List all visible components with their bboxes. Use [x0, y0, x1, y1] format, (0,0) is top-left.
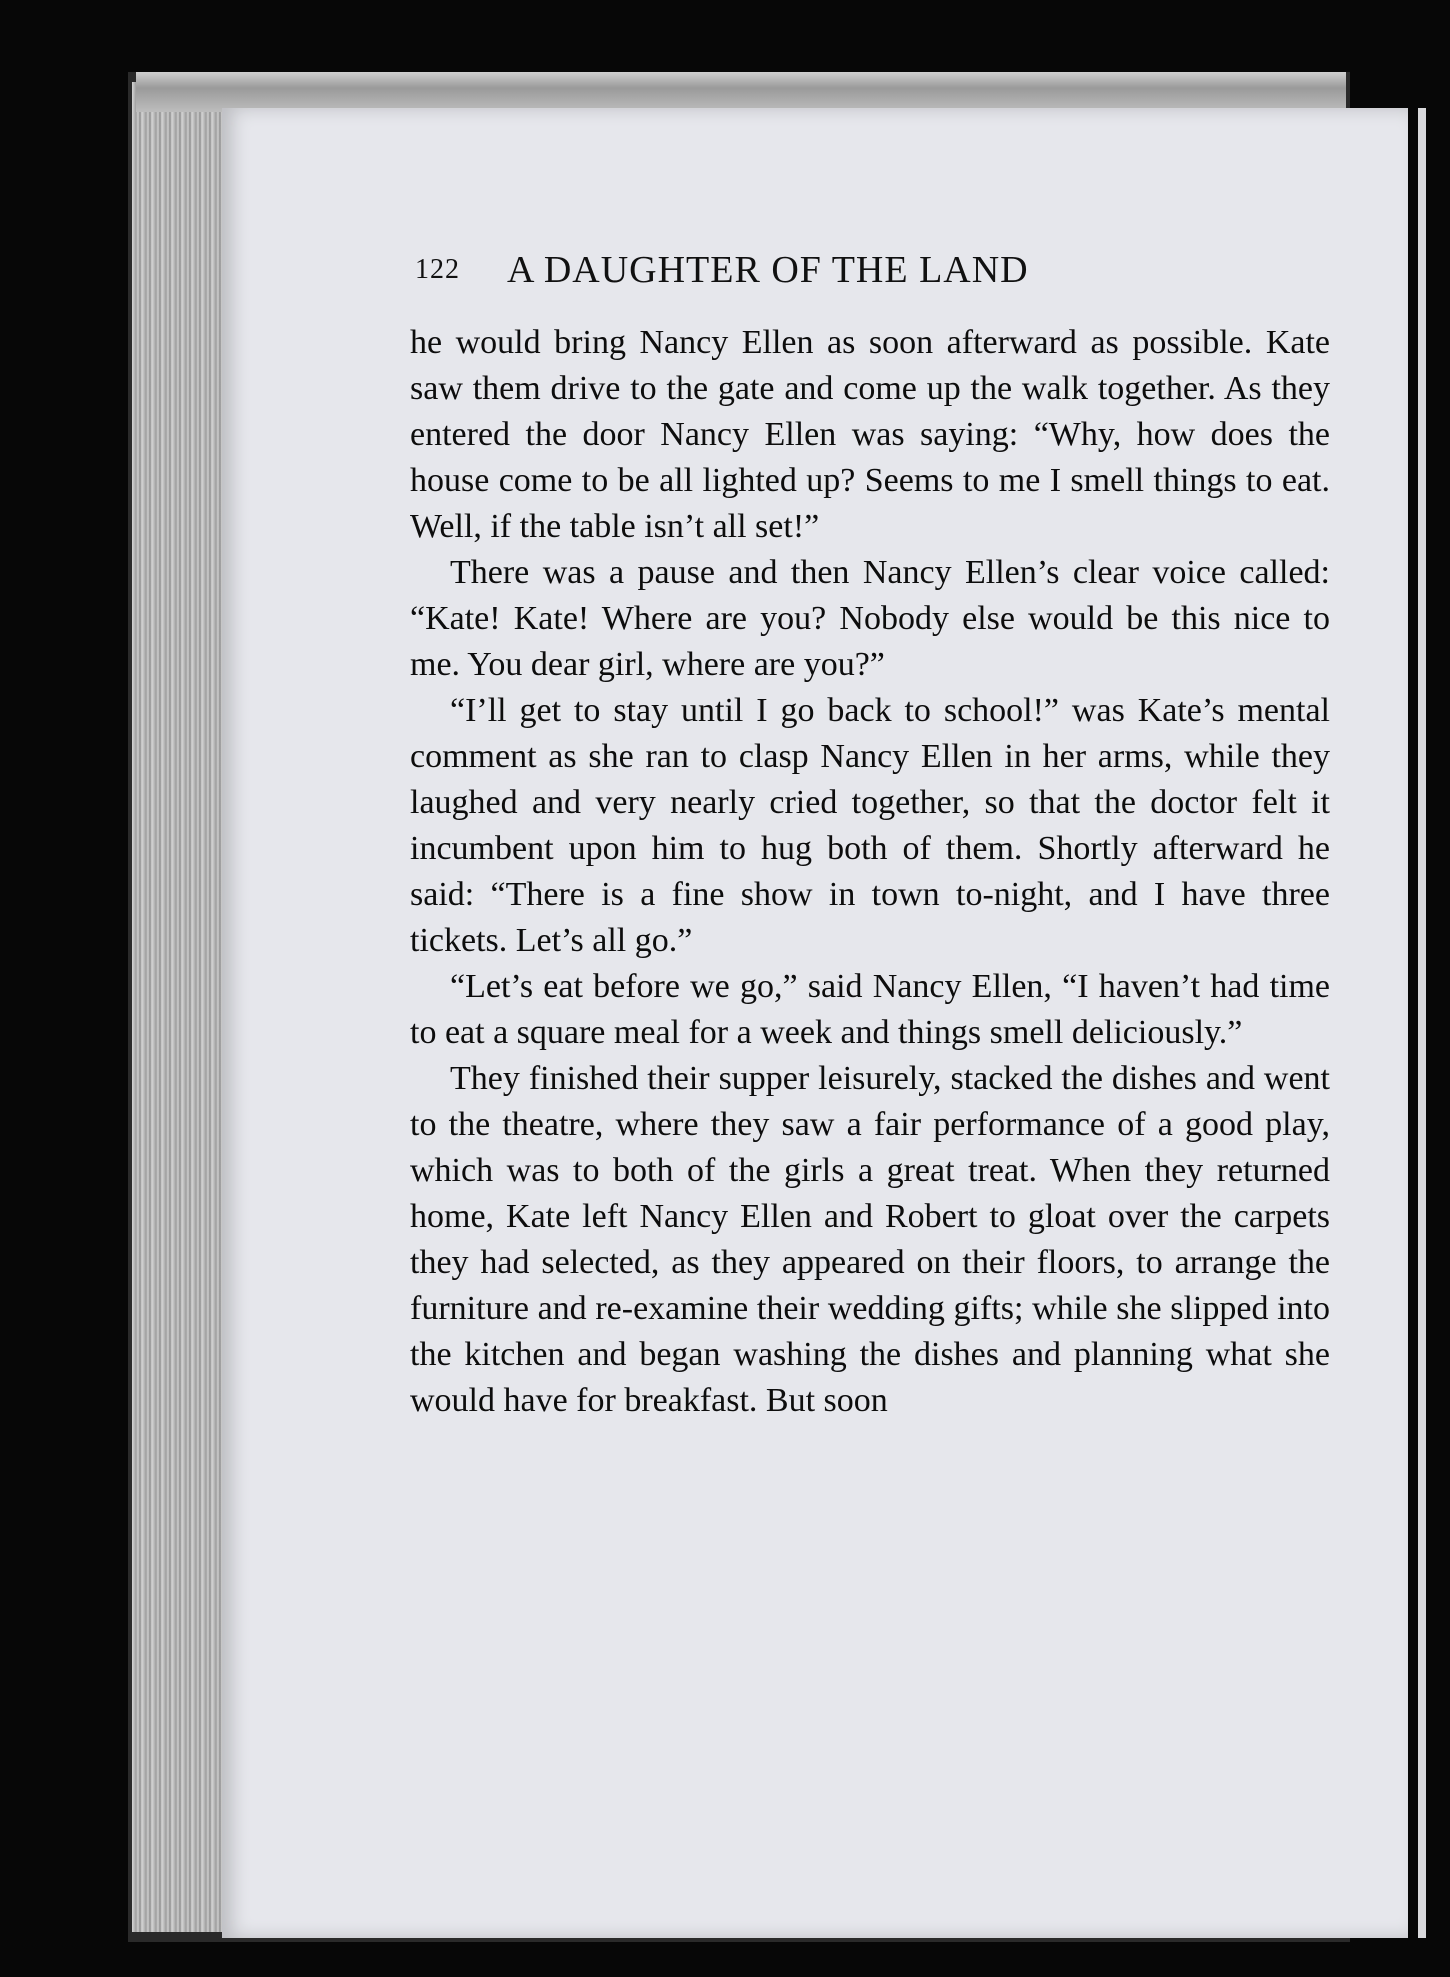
paragraph: There was a pause and then Nancy Ellen’s clear voice called: “Kate! Kate! Where are you? Nobody else would be this nice to me. You dear girl, where are you?”	[410, 554, 1330, 683]
paragraph: he would bring Nancy Ellen as soon afterward as possible. Kate saw them drive to the gate and come up the walk together. As they entered the door Nancy Ellen was saying: “Why, how does the house come to be all lighted up? Seems to me I smell things to eat. Well, if the table isn’t all set!”	[410, 324, 1330, 545]
running-head: A DAUGHTER OF THE LAND	[507, 249, 1029, 291]
book-top-edge	[136, 72, 1346, 112]
facing-page-edge	[1418, 108, 1426, 1938]
page-number: 122	[415, 254, 460, 285]
paragraph: “I’ll get to stay until I go back to school!” was Kate’s mental comment as she ran to clasp Nancy Ellen in her arms, while they laughed and very nearly cried together, so that the doctor felt it incumbent upon him to hug both of them. Shortly afterward he said: “There is a fine show in town to-night, and I have three tickets. Let’s all go.”	[410, 692, 1330, 959]
paragraph: They finished their supper leisurely, stacked the dishes and went to the theatre, where they saw a fair performance of a good play, which was to both of the girls a great treat. When they returned home, Kate left Nancy Ellen and Robert to gloat over the carpets they had selected, as they appeared on their floors, to arrange the furniture and re-examine their wedding gifts; while she slipped into the kitchen and began washing the dishes and planning what she would have for breakfast. But soon	[410, 1060, 1330, 1419]
page-edges	[132, 82, 228, 1932]
paragraph: “Let’s eat before we go,” said Nancy Ellen, “I haven’t had time to eat a square meal for a week and things smell deliciously.”	[410, 968, 1330, 1051]
body-text	[410, 320, 1330, 1424]
page-header	[415, 248, 1175, 298]
